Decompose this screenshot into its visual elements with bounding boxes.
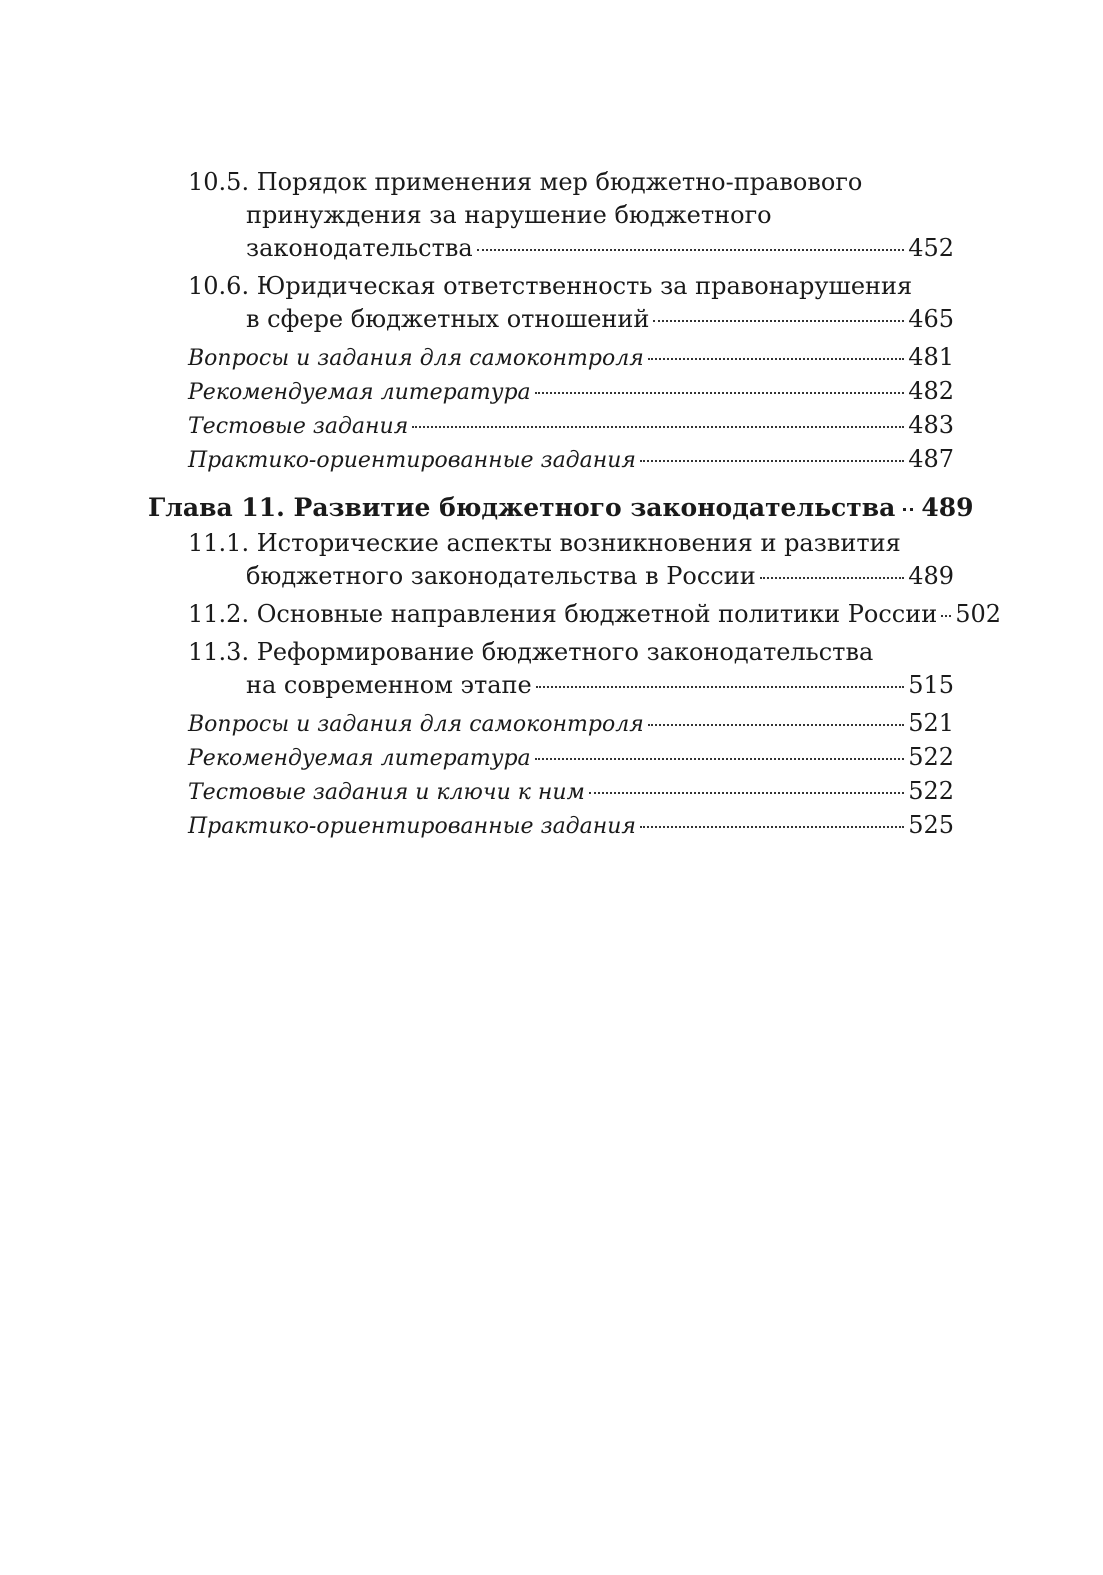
dot-leader bbox=[589, 792, 904, 794]
aux-title: Практико-ориентированные задания bbox=[188, 448, 636, 473]
toc-aux-tests[interactable] bbox=[188, 775, 954, 809]
dot-leader bbox=[648, 724, 904, 726]
toc-section-11-2[interactable] bbox=[188, 598, 1002, 631]
toc-aux-literature[interactable] bbox=[188, 375, 954, 409]
section-title-line: в сфере бюджетных отношений bbox=[246, 305, 650, 333]
aux-title: Вопросы и задания для самоконтроля bbox=[188, 712, 644, 737]
dot-leader bbox=[941, 615, 951, 617]
toc-aux-tests[interactable] bbox=[188, 409, 954, 443]
dot-leader bbox=[412, 426, 904, 428]
section-number: 10.6. bbox=[188, 272, 250, 300]
dot-leader bbox=[760, 577, 904, 579]
section-title-line: Реформирование бюджетного законодательства bbox=[256, 638, 874, 666]
aux-title: Практико-ориентированные задания bbox=[188, 814, 636, 839]
section-title-line: Основные направления бюджетной политики России bbox=[256, 600, 938, 628]
page-number: 525 bbox=[908, 811, 954, 839]
dot-leader bbox=[536, 686, 904, 688]
section-title-line: на современном этапе bbox=[246, 671, 532, 699]
toc-chapter-11[interactable] bbox=[148, 491, 974, 525]
section-number: 11.3. bbox=[188, 638, 250, 666]
page-number: 481 bbox=[908, 343, 954, 371]
page-number: 521 bbox=[908, 709, 954, 737]
toc-section-10-5[interactable] bbox=[188, 166, 954, 265]
dot-leader bbox=[535, 758, 905, 760]
page-number: 502 bbox=[955, 600, 1002, 628]
aux-title: Тестовые задания и ключи к ним bbox=[188, 780, 585, 805]
aux-title: Рекомендуемая литература bbox=[188, 746, 531, 771]
section-title-line: законодательства bbox=[246, 234, 473, 262]
table-of-contents bbox=[148, 166, 1002, 843]
toc-aux-practice[interactable] bbox=[188, 809, 954, 843]
dot-leader bbox=[653, 320, 904, 322]
toc-aux-questions[interactable] bbox=[188, 341, 954, 375]
toc-section-11-3[interactable] bbox=[188, 636, 954, 702]
page-number: 483 bbox=[908, 411, 954, 439]
section-title-line: принуждения за нарушение бюджетного bbox=[246, 201, 772, 229]
page-number: 489 bbox=[908, 562, 954, 590]
toc-section-10-6[interactable] bbox=[188, 270, 954, 336]
aux-title: Рекомендуемая литература bbox=[188, 380, 531, 405]
section-title-line: Порядок применения мер бюджетно-правового bbox=[256, 168, 863, 196]
section-number: 10.5. bbox=[188, 168, 250, 196]
aux-title: Тестовые задания bbox=[188, 414, 409, 439]
toc-aux-literature[interactable] bbox=[188, 741, 954, 775]
aux-title: Вопросы и задания для самоконтроля bbox=[188, 346, 644, 371]
page-number: 465 bbox=[908, 305, 954, 333]
page-number: 489 bbox=[921, 493, 974, 522]
dot-leader bbox=[648, 358, 904, 360]
section-number: 11.1. bbox=[188, 529, 250, 557]
page-number: 482 bbox=[908, 377, 954, 405]
dot-leader bbox=[640, 826, 904, 828]
page-number: 522 bbox=[908, 743, 954, 771]
section-title-line: Исторические аспекты возникновения и развития bbox=[256, 529, 901, 557]
page-number: 487 bbox=[908, 445, 954, 473]
page-number: 452 bbox=[908, 234, 954, 262]
page-number: 515 bbox=[908, 671, 954, 699]
chapter-title: Глава 11. Развитие бюджетного законодательства bbox=[148, 493, 896, 522]
toc-aux-questions[interactable] bbox=[188, 707, 954, 741]
page-number: 522 bbox=[908, 777, 954, 805]
section-title-line: бюджетного законодательства в России bbox=[246, 562, 756, 590]
dot-leader bbox=[535, 392, 905, 394]
section-number: 11.2. bbox=[188, 600, 250, 628]
dot-leader bbox=[640, 460, 904, 462]
dot-leader bbox=[903, 508, 913, 511]
section-title-line: Юридическая ответственность за правонарушения bbox=[256, 272, 913, 300]
toc-aux-practice[interactable] bbox=[188, 443, 954, 477]
dot-leader bbox=[477, 249, 904, 251]
toc-section-11-1[interactable] bbox=[188, 527, 954, 593]
